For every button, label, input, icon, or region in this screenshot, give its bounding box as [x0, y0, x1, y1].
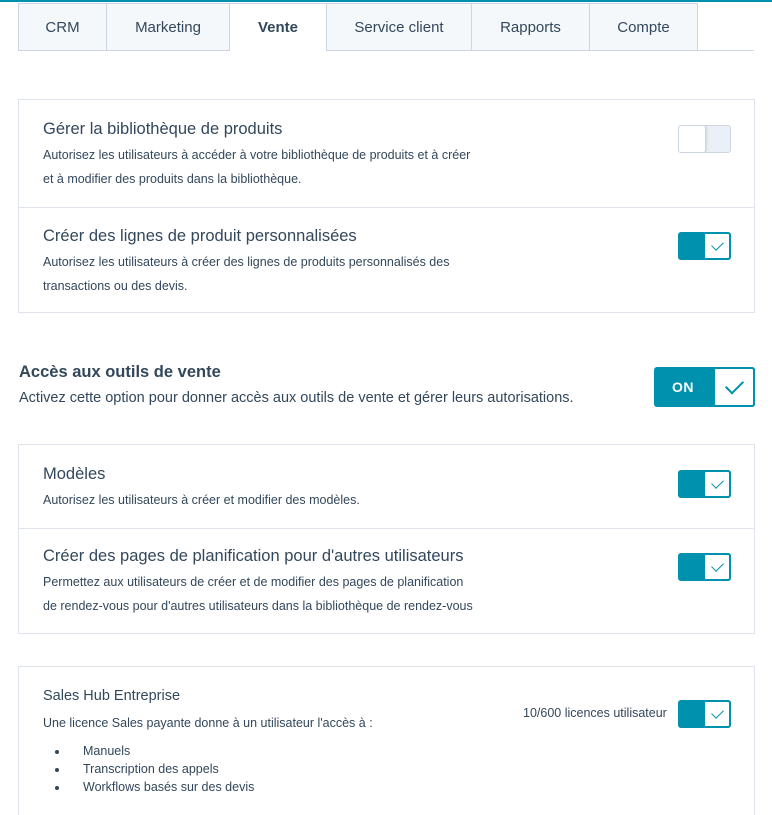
check-icon: [711, 476, 724, 489]
top-accent-line: [0, 0, 772, 2]
sales-hub-title: Sales Hub Entreprise: [43, 688, 181, 704]
products-permissions-card: [18, 99, 755, 313]
sales-tools-description: Activez cette option pour donner accès aux outils de vente et gérer leurs autorisations.: [19, 390, 574, 406]
scheduling-pages-toggle[interactable]: [678, 553, 731, 581]
permission-description: Permettez aux utilisateurs de créer et de modifier des pages de planification de rendez-vous pour d'autres utilisateurs dans la bibliothèque de rendez-vous: [43, 575, 473, 613]
permission-description: Autorisez les utilisateurs à créer et modifier des modèles.: [43, 493, 360, 507]
list-item: • Workflows basés sur des devis: [69, 778, 254, 796]
permission-row-templates: [19, 445, 754, 528]
check-icon: [724, 375, 743, 394]
check-icon: [711, 559, 724, 572]
tab-compte[interactable]: Compte: [589, 3, 698, 50]
tab-rapports[interactable]: Rapports: [471, 3, 590, 50]
sales-tools-permissions-card: [18, 444, 755, 634]
permission-row-scheduling-pages: [19, 528, 754, 633]
permission-description: Autorisez les utilisateurs à accéder à votre bibliothèque de produits et à créer et à modifier des produits dans la bibliothèque.: [43, 148, 471, 186]
templates-toggle[interactable]: [678, 470, 731, 498]
permission-title: Gérer la bibliothèque de produits: [43, 120, 283, 138]
tab-vente[interactable]: Vente: [229, 3, 327, 51]
permission-title: Modèles: [43, 465, 106, 483]
list-item: • Transcription des appels: [69, 760, 254, 778]
settings-tabs: [18, 3, 754, 51]
list-item: • Manuels: [69, 742, 254, 760]
license-count: 10/600 licences utilisateur: [523, 706, 667, 720]
permission-description: Autorisez les utilisateurs à créer des lignes de produits personnalisés des transactions ou des devis.: [43, 255, 450, 293]
tab-service-client[interactable]: Service client: [326, 3, 472, 50]
sales-hub-description: Une licence Sales payante donne à un utilisateur l'accès à :: [43, 716, 373, 730]
manage-products-toggle[interactable]: [678, 125, 731, 153]
permission-row-manage-products: [19, 100, 754, 207]
sales-tools-title: Accès aux outils de vente: [19, 363, 221, 381]
permission-title: Créer des pages de planification pour d'autres utilisateurs: [43, 547, 464, 565]
toggle-on-label: ON: [672, 379, 694, 395]
tab-marketing[interactable]: Marketing: [106, 3, 230, 50]
permission-row-custom-line-items: [19, 207, 754, 313]
custom-line-items-toggle[interactable]: [678, 232, 731, 260]
toggle-knob: [678, 125, 706, 153]
sales-hub-features-list: [69, 742, 254, 796]
check-icon: [711, 238, 724, 251]
permission-title: Créer des lignes de produit personnalisées: [43, 227, 357, 245]
sales-hub-license-card: [18, 666, 755, 815]
check-icon: [711, 706, 724, 719]
sales-tools-toggle[interactable]: [654, 367, 755, 407]
tab-crm[interactable]: CRM: [18, 3, 107, 50]
sales-hub-seat-toggle[interactable]: [678, 700, 731, 728]
